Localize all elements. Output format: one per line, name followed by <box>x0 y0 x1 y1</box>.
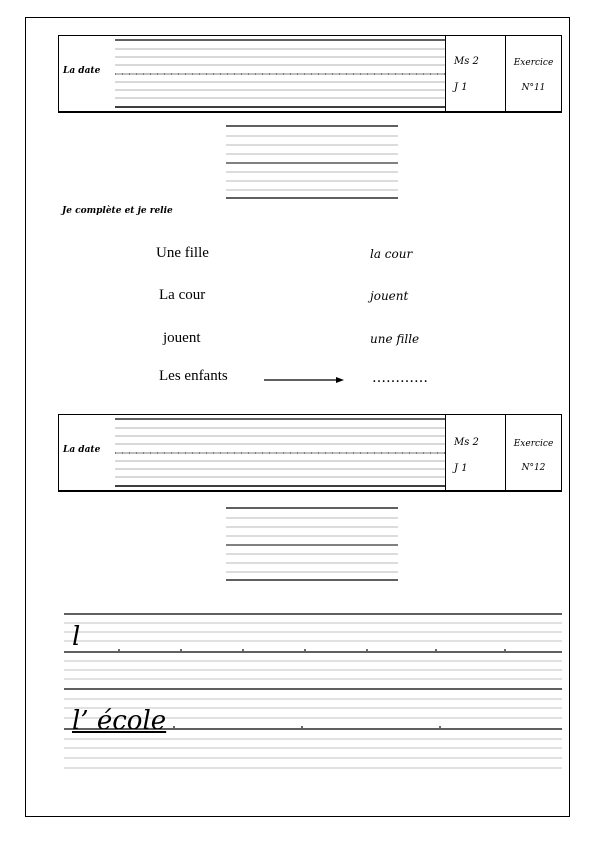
exercise-label: Exercice <box>513 58 554 68</box>
ms-cell <box>445 36 505 111</box>
left-word-1: Une fille <box>156 245 209 261</box>
exercise-number: N°12 <box>521 463 546 473</box>
date-writing-lines[interactable] <box>115 415 445 489</box>
exercise-label: Exercice <box>513 439 554 449</box>
left-word-2: La cour <box>159 287 206 303</box>
ms-day: J 1 <box>454 463 468 474</box>
model-word: l’ école <box>72 706 167 736</box>
writing-lines-block[interactable] <box>226 124 398 200</box>
left-word-3: jouent <box>163 330 201 346</box>
right-word-3: une fille <box>370 332 420 346</box>
ms-week: Ms 2 <box>454 56 479 67</box>
left-word-4: Les enfants <box>159 368 228 384</box>
header-box-exercise-11 <box>58 35 562 113</box>
ms-day: J 1 <box>454 82 468 93</box>
arrow-icon <box>264 374 344 386</box>
exercise-cell <box>505 415 561 490</box>
date-label: La date <box>63 66 101 76</box>
header-box-exercise-12 <box>58 414 562 492</box>
date-writing-lines[interactable] <box>115 36 445 110</box>
date-label: La date <box>63 445 101 455</box>
exercise-cell <box>505 36 561 111</box>
right-word-2: jouent <box>370 289 409 303</box>
ms-cell <box>445 415 505 490</box>
handwriting-lines-letter[interactable] <box>64 606 562 686</box>
right-word-1: la cour <box>370 247 413 261</box>
writing-lines-block[interactable] <box>226 506 398 582</box>
answer-blank[interactable]: ………… <box>372 370 428 386</box>
ms-week: Ms 2 <box>454 437 479 448</box>
exercise-number: N°11 <box>521 83 546 93</box>
instruction-title: Je complète et je relie <box>62 206 173 216</box>
model-letter: l <box>72 622 81 652</box>
